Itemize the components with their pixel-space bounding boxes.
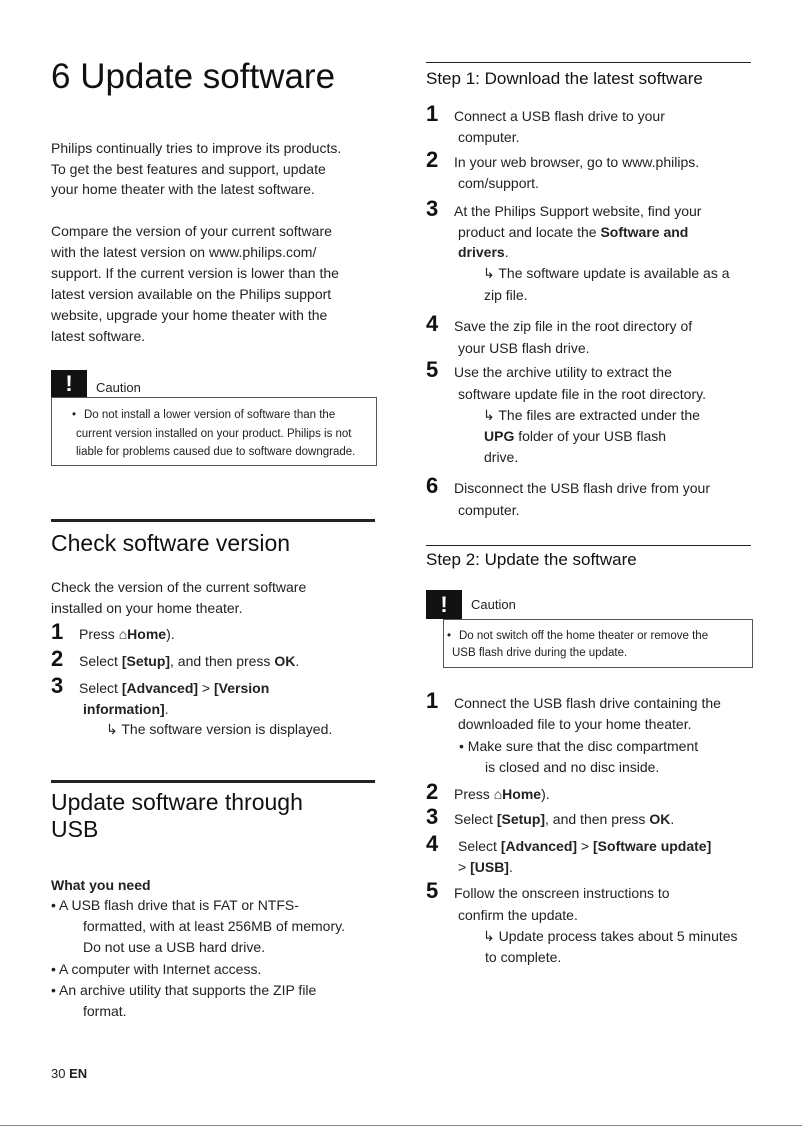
step-result: ↳ The software update is available as a <box>483 265 730 281</box>
intro-text: Philips continually tries to improve its products. <box>51 140 342 156</box>
bullet-text: format. <box>83 1003 127 1019</box>
arrow-icon: ↳ <box>483 407 495 423</box>
caution-text: USB flash drive during the update. <box>452 647 628 659</box>
caution-label: Caution <box>471 597 516 612</box>
page-title: 6 Update software <box>51 57 336 96</box>
step-text: Select [Setup], and then press OK. <box>79 653 300 669</box>
step-number: 1 <box>426 688 439 713</box>
step-text: Press ⌂Home). <box>79 626 175 642</box>
step-heading: Step 1: Download the latest software <box>426 69 703 88</box>
section-divider <box>51 780 375 783</box>
bullet-text: • A computer with Internet access. <box>51 961 262 977</box>
step-text: Disconnect the USB flash drive from your <box>454 480 710 496</box>
page-bottom-border <box>0 1125 802 1126</box>
step-text: com/support. <box>458 175 539 191</box>
intro-text: website, upgrade your home theater with the <box>51 307 328 323</box>
step-result: ↳ Update process takes about 5 minutes <box>483 928 738 944</box>
caution-bullet: • <box>72 409 77 421</box>
step-number: 4 <box>426 311 439 336</box>
step-heading: Step 2: Update the software <box>426 550 637 569</box>
caution-text: Do not install a lower version of software than the <box>84 409 336 421</box>
step-number: 3 <box>426 804 439 829</box>
step-number: 2 <box>426 147 439 172</box>
step-number: 5 <box>426 357 439 382</box>
step-number: 1 <box>426 101 439 126</box>
intro-text: latest version available on the Philips support <box>51 286 332 302</box>
step-text: Press ⌂Home). <box>454 786 550 802</box>
step-text: > [USB]. <box>458 859 513 875</box>
step-text: confirm the update. <box>458 907 578 923</box>
step-text: In your web browser, go to www.philips. <box>454 154 700 170</box>
step-text: downloaded file to your home theater. <box>458 716 692 732</box>
step-result: ↳ The software version is displayed. <box>106 721 333 737</box>
bullet-text: • A USB flash drive that is FAT or NTFS- <box>51 897 299 913</box>
step-text: product and locate the Software and <box>458 224 689 240</box>
section-heading: Update software through <box>51 789 303 815</box>
step-text: Connect a USB flash drive to your <box>454 108 665 124</box>
step-text: software update file in the root directory. <box>458 386 706 402</box>
step-text: drivers. <box>458 244 509 260</box>
step-result: zip file. <box>484 287 528 303</box>
arrow-icon: ↳ <box>483 928 495 944</box>
step-number: 1 <box>51 619 64 644</box>
section-divider <box>426 62 751 63</box>
step-text: computer. <box>458 129 520 145</box>
bullet-text: • An archive utility that supports the ZIP file <box>51 982 317 998</box>
step-text: Use the archive utility to extract the <box>454 364 672 380</box>
caution-icon: ! <box>426 590 462 619</box>
page-number: 30 EN <box>51 1066 88 1081</box>
step-text: Select [Advanced] > [Software update] <box>458 838 712 854</box>
step-number: 5 <box>426 878 439 903</box>
home-icon: ⌂ <box>493 786 503 802</box>
step-result: drive. <box>484 449 519 465</box>
intro-text: latest software. <box>51 328 146 344</box>
caution-bullet: • <box>447 630 452 642</box>
home-icon: ⌂ <box>118 626 128 642</box>
step-text: information]. <box>83 701 169 717</box>
step-text: your USB flash drive. <box>458 340 590 356</box>
section-divider <box>51 519 375 522</box>
bullet-text: • Make sure that the disc compartment <box>459 738 699 754</box>
section-text: Check the version of the current software <box>51 579 307 595</box>
step-text: Save the zip file in the root directory of <box>454 318 693 334</box>
step-text: Follow the onscreen instructions to <box>454 885 670 901</box>
step-result: ↳ The files are extracted under the <box>483 407 700 423</box>
intro-text: with the latest version on www.philips.com/ <box>51 244 317 260</box>
step-number: 2 <box>426 779 439 804</box>
step-result: to complete. <box>485 949 562 965</box>
arrow-icon: ↳ <box>106 721 118 737</box>
bullet-text: formatted, with at least 256MB of memory. <box>83 918 345 934</box>
caution-text: Do not switch off the home theater or remove the <box>459 630 709 642</box>
step-number: 3 <box>426 196 439 221</box>
step-text: computer. <box>458 502 520 518</box>
caution-icon: ! <box>51 370 87 398</box>
step-text: Select [Advanced] > [Version <box>79 680 270 696</box>
section-divider <box>426 545 751 546</box>
subheading: What you need <box>51 877 151 893</box>
step-number: 3 <box>51 673 64 698</box>
section-heading: Check software version <box>51 530 291 556</box>
step-number: 4 <box>426 831 439 856</box>
intro-text: your home theater with the latest software. <box>51 181 315 197</box>
caution-label: Caution <box>96 380 141 395</box>
section-heading: USB <box>51 816 99 842</box>
bullet-text: is closed and no disc inside. <box>485 759 660 775</box>
caution-text: liable for problems caused due to software downgrade. <box>76 446 356 458</box>
intro-text: To get the best features and support, update <box>51 161 326 177</box>
intro-text: Compare the version of your current software <box>51 223 332 239</box>
step-text: Select [Setup], and then press OK. <box>454 811 675 827</box>
arrow-icon: ↳ <box>483 265 495 281</box>
step-result: UPG folder of your USB flash <box>484 428 667 444</box>
caution-text: current version installed on your product. Philips is not <box>76 428 352 440</box>
bullet-text: Do not use a USB hard drive. <box>83 939 266 955</box>
step-number: 6 <box>426 473 439 498</box>
intro-text: support. If the current version is lower than the <box>51 265 339 281</box>
step-text: At the Philips Support website, find your <box>454 203 702 219</box>
step-number: 2 <box>51 646 64 671</box>
section-text: installed on your home theater. <box>51 600 243 616</box>
step-text: Connect the USB flash drive containing the <box>454 695 721 711</box>
